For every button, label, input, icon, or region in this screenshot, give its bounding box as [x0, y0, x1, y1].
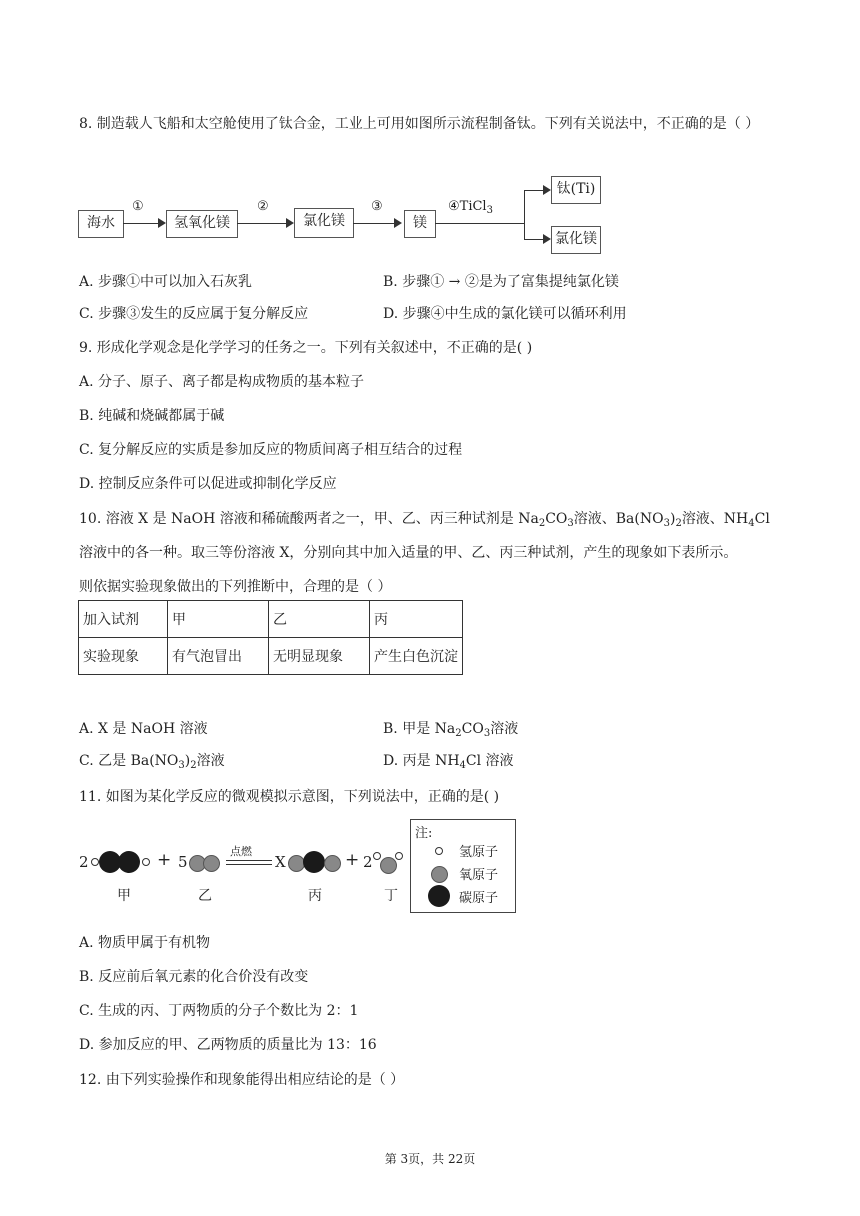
flow-step-4: ④TiCl$_3$ — [448, 199, 493, 216]
hydrogen-atom — [373, 852, 381, 860]
flow-box-mgcl2: 氯化镁 — [294, 208, 354, 238]
flow-arrowhead-1 — [158, 218, 166, 228]
label-jia: 甲 — [117, 888, 131, 904]
atom-legend — [410, 819, 516, 913]
flow-box-mgcl2-product: 氯化镁 — [551, 226, 601, 254]
flow-branch-top — [524, 190, 544, 191]
flow-step-1: ① — [132, 199, 144, 214]
hydrogen-legend-icon — [435, 847, 443, 855]
flow-arrowhead-3 — [394, 218, 402, 228]
q11-option-b: B. 反应前后氧元素的化合价没有改变 — [79, 969, 309, 985]
carbon-legend-icon — [428, 885, 450, 907]
table-cell: 实验现象 — [79, 638, 168, 675]
q8-option-b: B. 步骤① → ②是为了富集提纯氯化镁 — [383, 274, 619, 290]
q9-stem: 9. 形成化学观念是化学学习的任务之一。下列有关叙述中，不正确的是( ) — [79, 340, 533, 356]
q10-line2: 溶液中的各一种。取三等份溶液 X，分别向其中加入适量的甲、乙、丙三种试剂，产生的现象如下表所示。 — [79, 545, 738, 561]
table-row — [79, 638, 463, 675]
q9-option-a: A. 分子、原子、离子都是构成物质的基本粒子 — [79, 374, 365, 390]
legend-title: 注: — [415, 826, 433, 841]
page-footer: 第 3页，共 22页 — [384, 1152, 476, 1166]
hydrogen-atom — [395, 852, 403, 860]
oxygen-legend-icon — [431, 866, 448, 883]
flow-arrow-1 — [123, 223, 159, 224]
q12-stem: 12. 由下列实验操作和现象能得出相应结论的是（ ） — [79, 1072, 405, 1088]
plus-sign-2: + — [345, 850, 360, 870]
oxygen-atom — [380, 857, 397, 874]
flow-box-mg: 镁 — [404, 210, 436, 238]
legend-oxygen: 氧原子 — [459, 868, 499, 883]
flow-branch-bottom — [524, 239, 544, 240]
hydrogen-atom — [142, 858, 150, 866]
q11-stem: 11. 如图为某化学反应的微观模拟示意图，下列说法中，正确的是( ) — [79, 789, 500, 805]
q10-option-a: A. X 是 NaOH 溶液 — [79, 721, 208, 737]
flow-branch-vertical — [524, 190, 525, 240]
table-cell: 乙 — [269, 601, 370, 638]
coef-bing: X — [275, 853, 286, 871]
table-cell: 无明显现象 — [269, 638, 370, 675]
q8-option-a: A. 步骤①中可以加入石灰乳 — [79, 274, 253, 290]
table-cell: 甲 — [168, 601, 269, 638]
flow-arrowhead-bottom — [543, 234, 551, 244]
equals-line-top — [226, 860, 272, 861]
equals-line-bottom — [226, 864, 272, 865]
q9-option-c: C. 复分解反应的实质是参加反应的物质间离子相互结合的过程 — [79, 442, 463, 458]
legend-hydrogen: 氢原子 — [459, 845, 499, 860]
label-bing: 丙 — [308, 888, 322, 904]
coef-yi: 5 — [178, 853, 188, 871]
oxygen-atom — [324, 855, 341, 872]
carbon-atom — [303, 851, 325, 873]
q11-option-d: D. 参加反应的甲、乙两物质的质量比为 13：16 — [79, 1037, 377, 1053]
flow-step-3: ③ — [371, 199, 383, 214]
q10-option-d: D. 丙是 $NH_4Cl$ 溶液 — [383, 753, 514, 771]
q10-option-b: B. 甲是 $Na_2CO_3$溶液 — [383, 721, 519, 739]
flow-box-seawater: 海水 — [78, 210, 124, 238]
table-cell: 丙 — [370, 601, 463, 638]
q8-option-d: D. 步骤④中生成的氯化镁可以循环利用 — [383, 306, 627, 322]
coef-jia: 2 — [79, 853, 89, 871]
flow-arrowhead-top — [543, 185, 551, 195]
oxygen-atom — [203, 855, 220, 872]
label-ding: 丁 — [384, 888, 398, 904]
q8-option-c: C. 步骤③发生的反应属于复分解反应 — [79, 306, 309, 322]
table-cell: 有气泡冒出 — [168, 638, 269, 675]
reaction-condition: 点燃 — [230, 845, 252, 858]
legend-carbon: 碳原子 — [459, 891, 499, 906]
q10-line3: 则依据实验现象做出的下列推断中，合理的是（ ） — [79, 579, 392, 595]
flow-arrowhead-2 — [286, 218, 294, 228]
q9-option-b: B. 纯碱和烧碱都属于碱 — [79, 408, 225, 424]
flow-box-ti: 钛(Ti) — [551, 176, 601, 204]
flow-arrow-4 — [435, 223, 525, 224]
flow-arrow-2 — [237, 223, 287, 224]
table-cell: 产生白色沉淀 — [370, 638, 463, 675]
q10-option-c: C. 乙是 $Ba(NO_3)_2$溶液 — [79, 753, 225, 771]
plus-sign-1: + — [157, 850, 172, 870]
carbon-atom — [118, 851, 140, 873]
flow-arrow-3 — [353, 223, 395, 224]
q10-experiment-table — [78, 600, 463, 675]
q8-stem: 8. 制造载人飞船和太空舱使用了钛合金，工业上可用如图所示流程制备钛。下列有关说法中，不正确的是（ ） — [79, 116, 760, 132]
flow-step-2: ② — [257, 199, 269, 214]
q10-line1: 10. 溶液 X 是 NaOH 溶液和稀硫酸两者之一，甲、乙、丙三种试剂是 $Na_2CO_3$溶液、$Ba(NO_3)_2$溶液、$NH_4Cl$ — [79, 511, 770, 529]
label-yi: 乙 — [198, 888, 212, 904]
flow-box-mgoh2: 氢氧化镁 — [166, 210, 238, 238]
q11-option-c: C. 生成的丙、丁两物质的分子个数比为 2：1 — [79, 1003, 359, 1019]
q11-option-a: A. 物质甲属于有机物 — [79, 935, 211, 951]
table-row — [79, 601, 463, 638]
q9-option-d: D. 控制反应条件可以促进或抑制化学反应 — [79, 476, 337, 492]
coef-ding: 2 — [363, 853, 373, 871]
hydrogen-atom — [91, 858, 99, 866]
table-cell: 加入试剂 — [79, 601, 168, 638]
